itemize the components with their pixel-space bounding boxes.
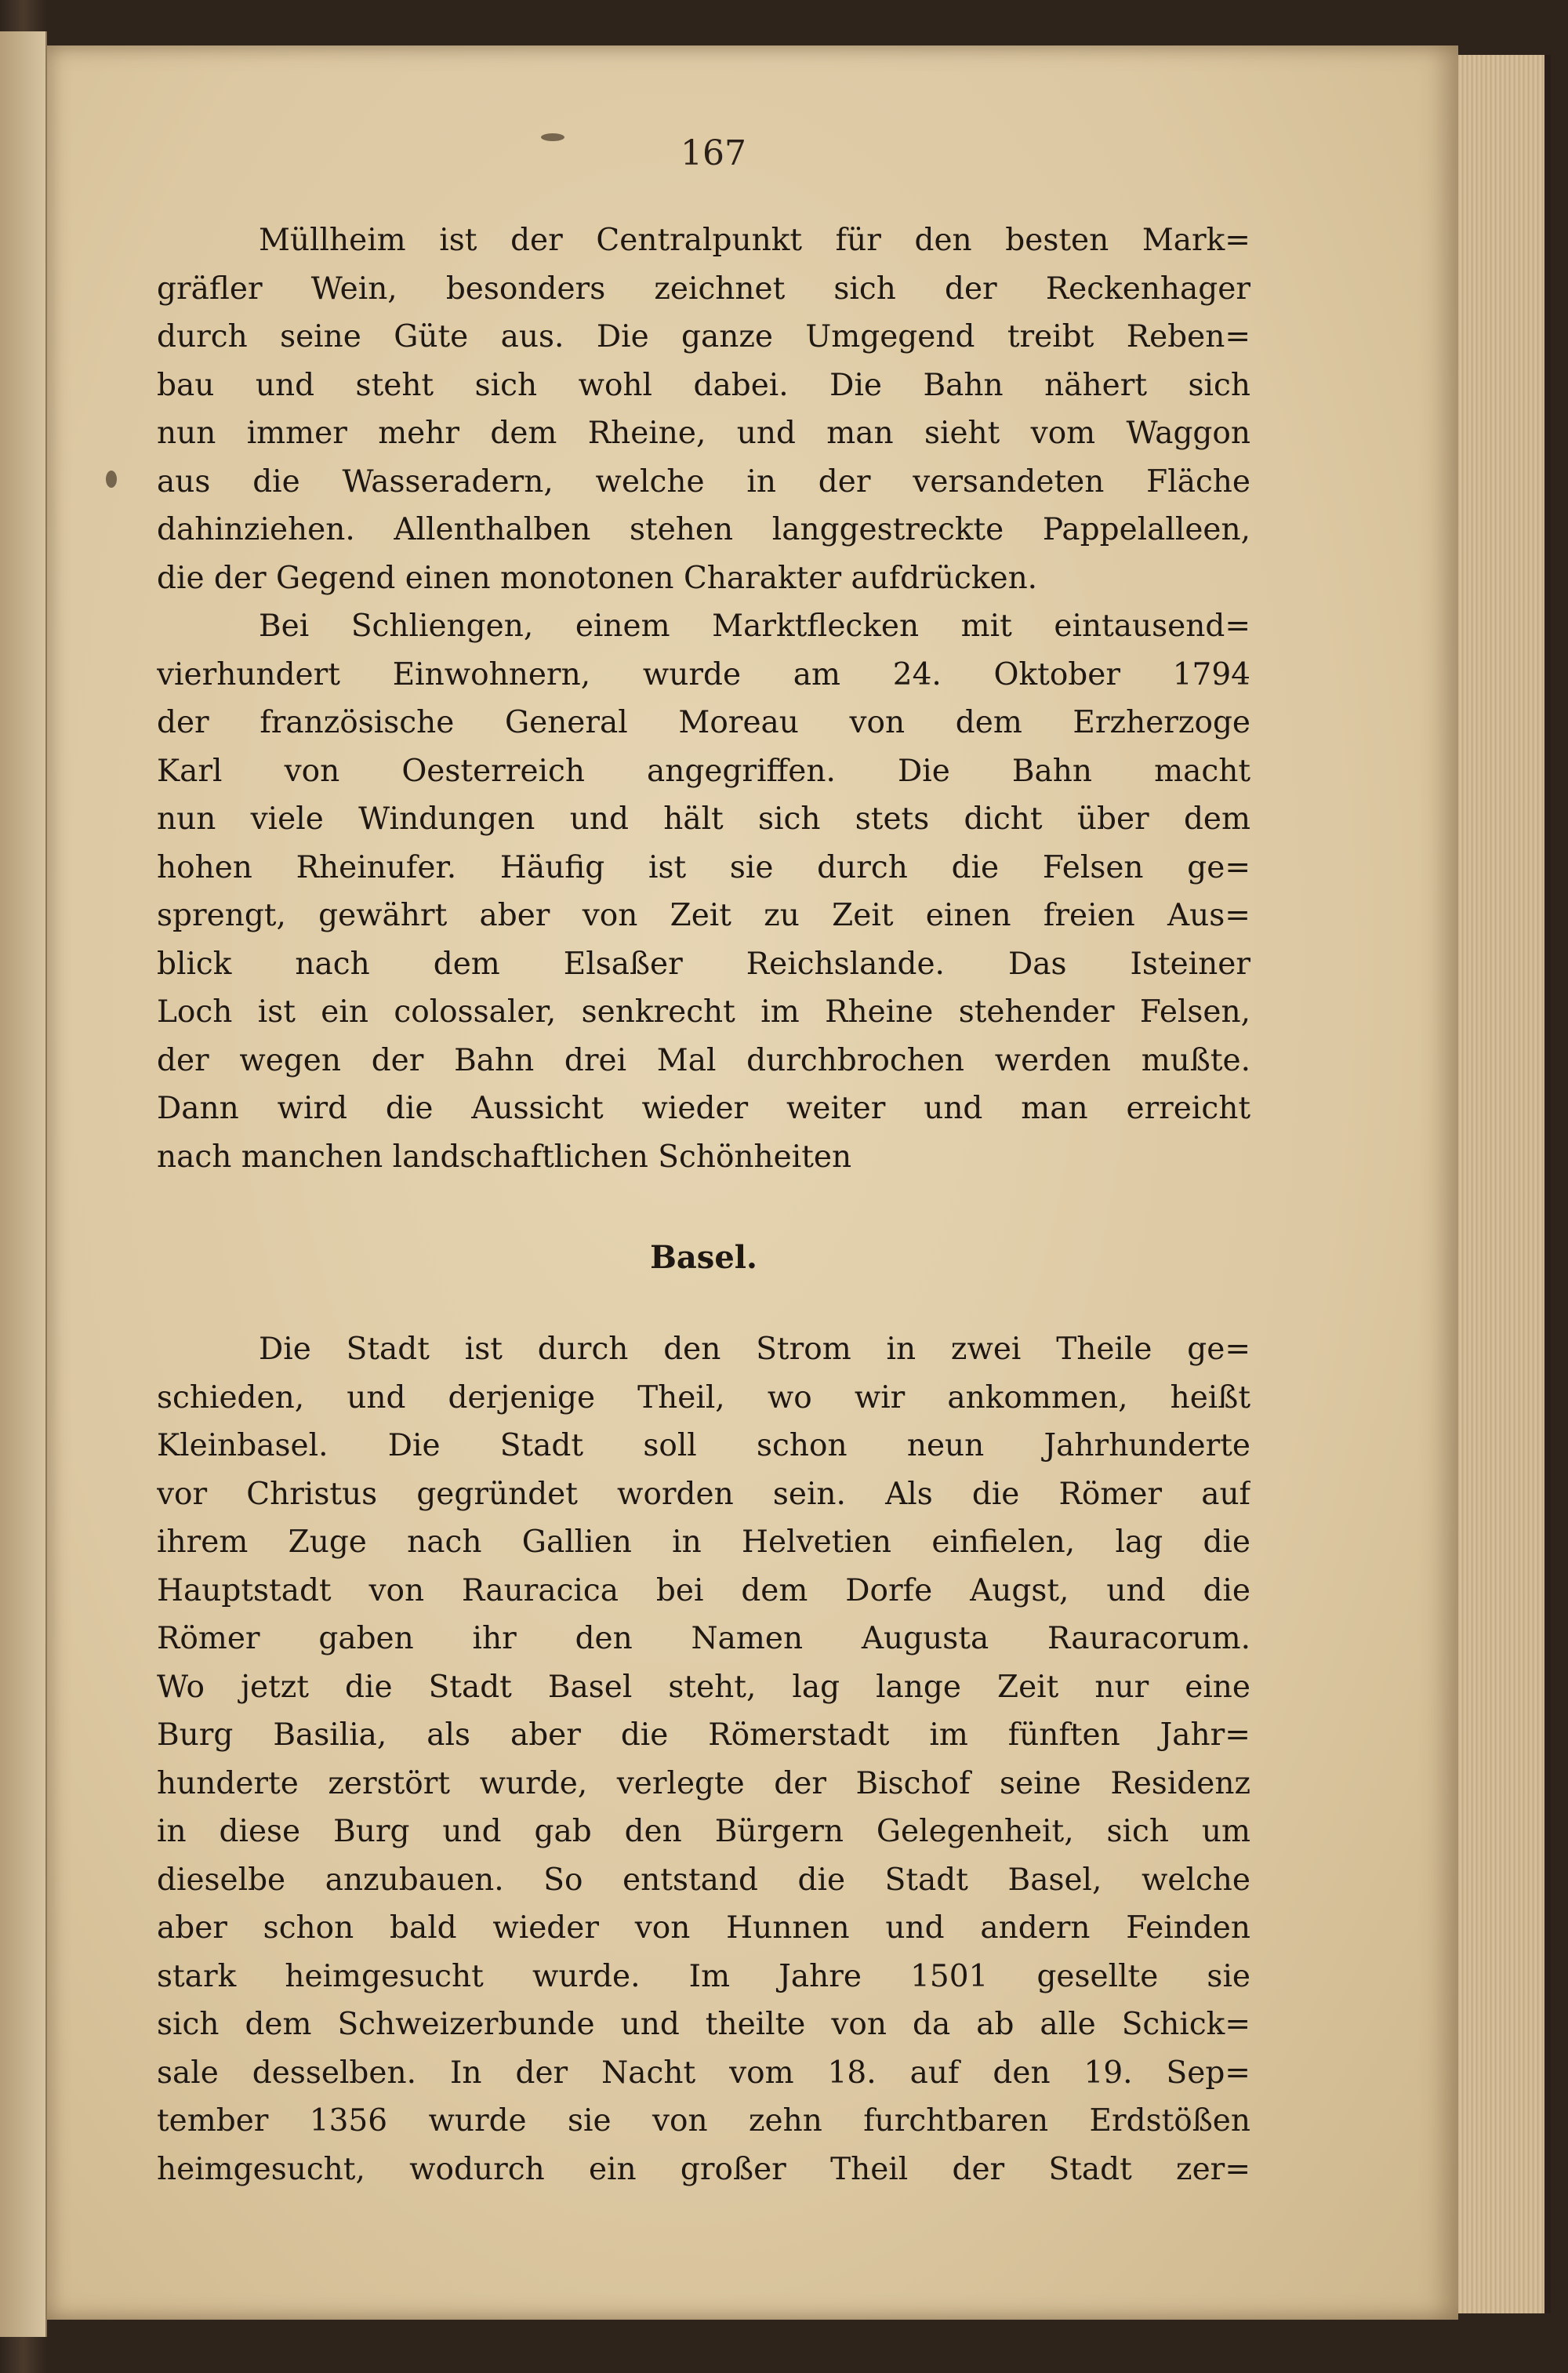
text-line: aber schon bald wieder von Hunnen und andern Feinden	[157, 1910, 1250, 1946]
text-line: stark heimgesucht wurde. Im Jahre 1501 gesellte sie	[157, 1958, 1250, 1994]
text-line: der französische General Moreau von dem Erzherzoge	[157, 705, 1250, 740]
text-line: Die Stadt ist durch den Strom in zwei Theile ge=	[259, 1332, 1250, 1367]
text-line: dieselbe anzubauen. So entstand die Stadt Basel, welche	[157, 1862, 1250, 1898]
text-line: Loch ist ein colossaler, senkrecht im Rheine stehender Felsen,	[157, 994, 1250, 1030]
text-line: bau und steht sich wohl dabei. Die Bahn nähert sich	[157, 367, 1250, 403]
text-line: hunderte zerstört wurde, verlegte der Bischof seine Residenz	[157, 1765, 1250, 1801]
text-line: Müllheim ist der Centralpunkt für den besten Mark=	[259, 223, 1250, 258]
text-line: tember 1356 wurde sie von zehn furchtbaren Erdstößen	[157, 2103, 1250, 2139]
text-line: Burg Basilia, als aber die Römerstadt im fünften Jahr=	[157, 1717, 1250, 1753]
text-line: sale desselben. In der Nacht vom 18. auf den 19. Sep=	[157, 2055, 1250, 2091]
text-line: sprengt, gewährt aber von Zeit zu Zeit einen freien Aus=	[157, 898, 1250, 933]
text-line: hohen Rheinufer. Häufig ist sie durch die Felsen ge=	[157, 849, 1250, 885]
section-heading: Basel.	[650, 1239, 757, 1276]
page-number: 167	[681, 133, 746, 173]
text-line: durch seine Güte aus. Die ganze Umgegend treibt Reben=	[157, 319, 1250, 354]
text-line: heimgesucht, wodurch ein großer Theil der Stadt zer=	[157, 2151, 1250, 2187]
text-line: vierhundert Einwohnern, wurde am 24. Oktober 1794	[157, 656, 1250, 692]
text-line: nun immer mehr dem Rheine, und man sieht vom Waggon	[157, 416, 1250, 451]
text-line: aus die Wasseradern, welche in der versandeten Fläche	[157, 463, 1250, 500]
text-line: in diese Burg und gab den Bürgern Gelegenheit, sich um	[157, 1814, 1250, 1849]
text-line: ihrem Zuge nach Gallien in Helvetien einfielen, lag die	[157, 1524, 1250, 1560]
text-line: dahinziehen. Allenthalben stehen langgestreckte Pappelalleen,	[157, 512, 1250, 547]
text-line: Kleinbasel. Die Stadt soll schon neun Jahrhunderte	[157, 1428, 1250, 1463]
text-line: schieden, und derjenige Theil, wo wir ankommen, heißt	[157, 1379, 1250, 1415]
page-stack-edge	[1458, 55, 1551, 2313]
text-line: blick nach dem Elsaßer Reichslande. Das Isteiner	[157, 946, 1250, 982]
ink-smudge	[106, 471, 117, 488]
text-line: nach manchen landschaftlichen Schönheiten	[157, 1139, 852, 1175]
section-2-text	[157, 1325, 1250, 2193]
text-line: Hauptstadt von Rauracica bei dem Dorfe Augst, und die	[157, 1572, 1250, 1608]
text-line: Wo jetzt die Stadt Basel steht, lag lange Zeit nur eine	[157, 1669, 1250, 1705]
text-line: der wegen der Bahn drei Mal durchbrochen werden mußte.	[157, 1042, 1250, 1078]
text-line: die der Gegend einen monotonen Charakter aufdrücken.	[157, 560, 1038, 596]
text-line: Dann wird die Aussicht wieder weiter und man erreicht	[157, 1091, 1250, 1126]
text-line: gräfler Wein, besonders zeichnet sich der Reckenhager	[157, 271, 1250, 307]
text-line: Bei Schliengen, einem Marktflecken mit eintausend=	[259, 609, 1250, 644]
ink-smudge	[541, 133, 564, 141]
text-line: vor Christus gegründet worden sein. Als die Römer auf	[157, 1476, 1250, 1512]
text-line: nun viele Windungen und hält sich stets dicht über dem	[157, 801, 1250, 837]
left-page-edge	[0, 31, 47, 2337]
text-line: Karl von Oesterreich angegriffen. Die Bahn macht	[157, 753, 1250, 789]
section-1-text	[157, 216, 1250, 1181]
text-line: Römer gaben ihr den Namen Augusta Rauracorum.	[157, 1621, 1250, 1656]
text-line: sich dem Schweizerbunde und theilte von da ab alle Schick=	[157, 2007, 1250, 2042]
